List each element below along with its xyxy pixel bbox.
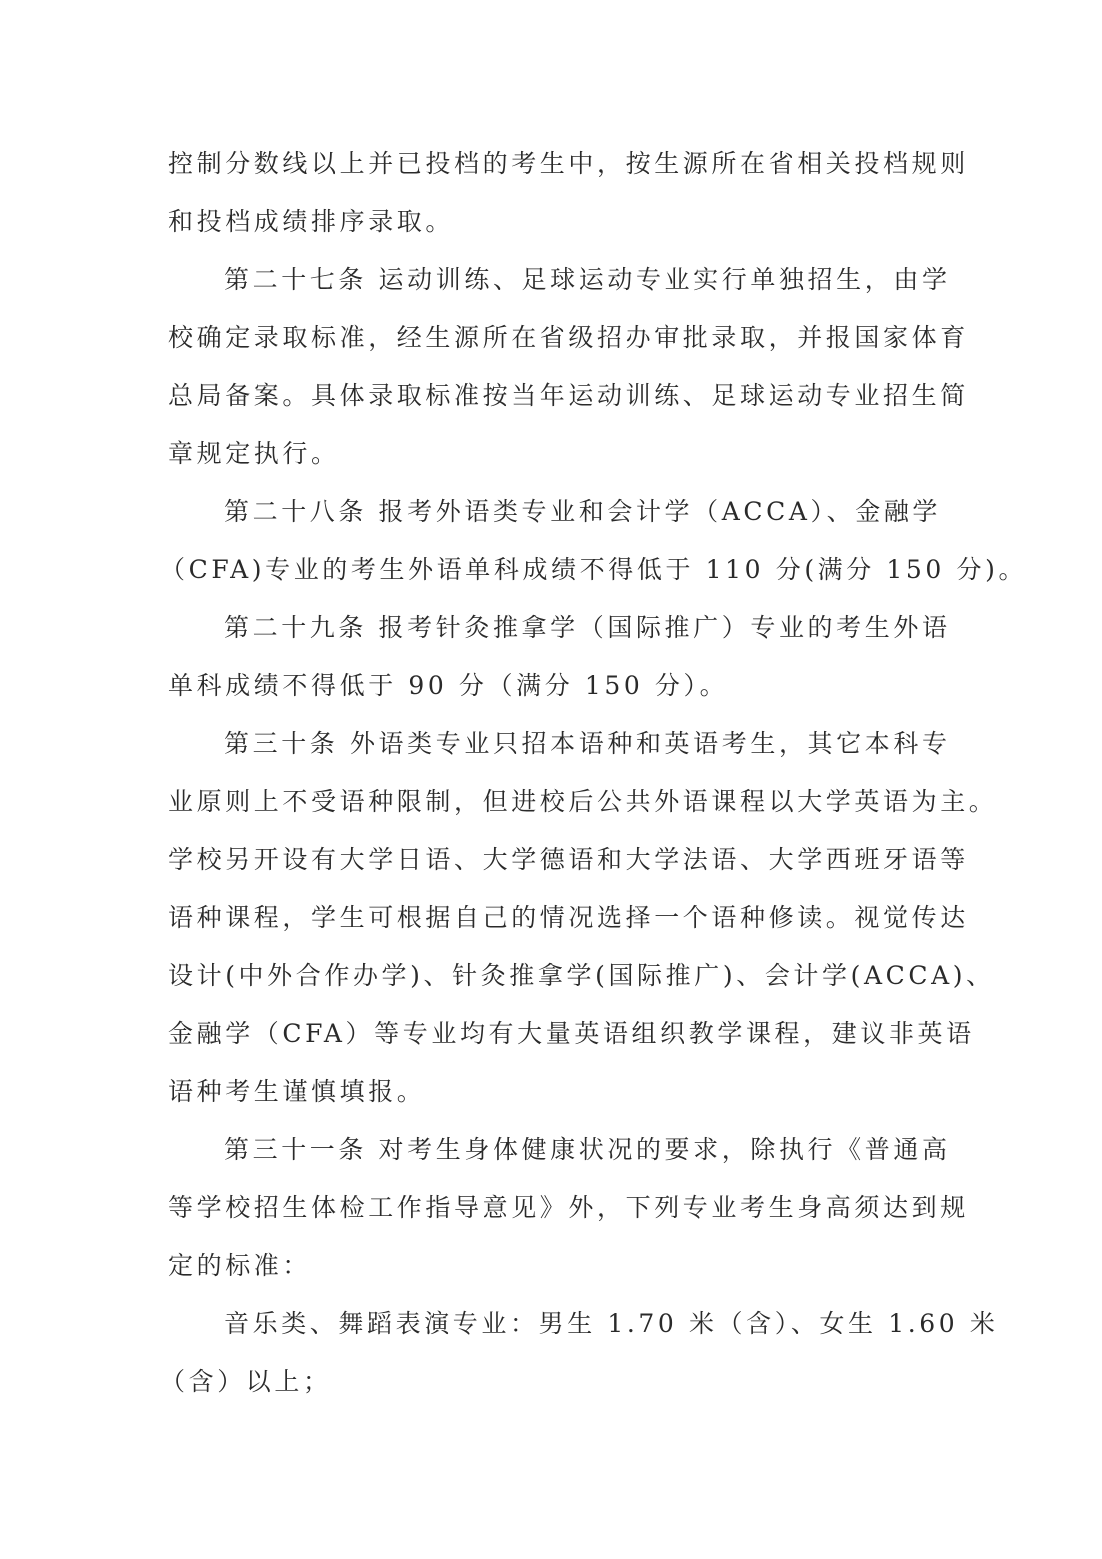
text-line: 语种课程，学生可根据自己的情况选择一个语种修读。视觉传达 (168, 903, 969, 932)
text-line: 总局备案。具体录取标准按当年运动训练、足球运动专业招生简 (168, 381, 969, 410)
text-line: 定的标准： (168, 1251, 312, 1280)
text-line: 等学校招生体检工作指导意见》外，下列专业考生身高须达到规 (168, 1193, 969, 1222)
text-line: 学校另开设有大学日语、大学德语和大学法语、大学西班牙语等 (168, 845, 969, 874)
article-30-heading-line: 第三十条 外语类专业只招本语种和英语考生，其它本科专 (224, 729, 951, 758)
text-line: 金融学（CFA）等专业均有大量英语组织教学课程，建议非英语 (168, 1019, 975, 1048)
height-requirement-line: 音乐类、舞蹈表演专业：男生 1.70 米（含）、女生 1.60 米 (224, 1309, 999, 1338)
text-line: （CFA)专业的考生外语单科成绩不得低于 110 分(满分 150 分)。 (160, 555, 1028, 584)
text-line: 校确定录取标准，经生源所在省级招办审批录取，并报国家体育 (168, 323, 969, 352)
article-31-heading-line: 第三十一条 对考生身体健康状况的要求，除执行《普通高 (224, 1135, 951, 1164)
text-line: 单科成绩不得低于 90 分（满分 150 分）。 (168, 671, 729, 700)
text-line: 控制分数线以上并已投档的考生中，按生源所在省相关投档规则 (168, 149, 969, 178)
text-line: 业原则上不受语种限制，但进校后公共外语课程以大学英语为主。 (168, 787, 998, 816)
text-line: 语种考生谨慎填报。 (168, 1077, 426, 1106)
article-27-heading-line: 第二十七条 运动训练、足球运动专业实行单独招生，由学 (224, 265, 951, 294)
article-29-heading-line: 第二十九条 报考针灸推拿学（国际推广）专业的考生外语 (224, 613, 951, 642)
text-line: （含）以上； (160, 1367, 332, 1396)
text-line: 章规定执行。 (168, 439, 340, 468)
text-line: 设计(中外合作办学)、针灸推拿学(国际推广)、会计学(ACCA)、 (168, 961, 995, 990)
text-line: 和投档成绩排序录取。 (168, 207, 455, 236)
article-28-heading-line: 第二十八条 报考外语类专业和会计学（ACCA）、金融学 (224, 497, 942, 526)
